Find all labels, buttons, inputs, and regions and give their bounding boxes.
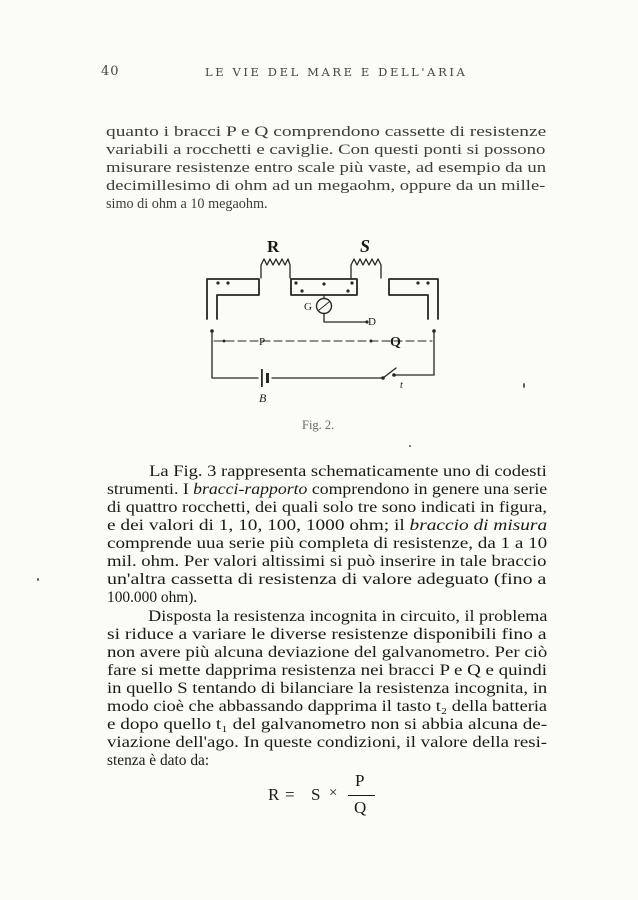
text-line: misurare resistenze entro scale più vaste, ad esempio da un bbox=[106, 160, 547, 176]
text-line: di quattro rocchetti, dei quali solo tre sono indicati in figura, bbox=[107, 499, 547, 516]
resistor-r-coil bbox=[261, 259, 290, 278]
label-q: Q bbox=[390, 335, 401, 350]
right-bracket bbox=[389, 279, 438, 319]
formula-numerator: P bbox=[355, 771, 365, 790]
paragraph-2 bbox=[107, 463, 547, 607]
text-line bbox=[107, 481, 547, 499]
battery-plate bbox=[266, 373, 269, 383]
middle-bar bbox=[291, 279, 357, 295]
text-line: non avere più alcuna deviazione del galvanometro. Per ciò bbox=[107, 644, 548, 661]
left-bracket bbox=[207, 279, 259, 319]
text-line: decimillesimo di ohm ad un megaohm, oppure da un mille- bbox=[106, 178, 546, 194]
italic-term: braccio di misura bbox=[409, 517, 548, 534]
formula-times: × bbox=[329, 785, 338, 801]
circuit-diagram-figure bbox=[200, 235, 445, 407]
text-line: in quello S tentando di bilanciare la resistenza incognita, in bbox=[107, 680, 548, 697]
text-line: La Fig. 3 rappresenta schematicamente uno di codesti bbox=[149, 463, 547, 480]
battery-plate bbox=[261, 369, 263, 387]
text-line: si riduce a variare le diverse resistenze disponibili fino a bbox=[107, 626, 547, 643]
text-run: e dei valori di 1, 10, 100, 1000 ohm; il bbox=[107, 517, 410, 534]
label-g: G bbox=[304, 301, 312, 313]
text-line: modo cioè che abbassando dapprima il tasto t₂ della batteria bbox=[107, 698, 548, 715]
resistor-s-coil bbox=[351, 259, 381, 278]
text-line: 100.000 ohm). bbox=[107, 589, 198, 606]
label-p: P bbox=[259, 336, 266, 348]
text-line: variabili a rocchetti e caviglie. Con questi ponti si possono bbox=[106, 142, 546, 158]
fraction-bar bbox=[348, 795, 375, 796]
paper-speck bbox=[409, 445, 411, 447]
label-s: S bbox=[360, 236, 371, 256]
text-line: quanto i bracci P e Q comprendono cassette di resistenze bbox=[106, 124, 547, 140]
text-line: simo di ohm a 10 megaohm. bbox=[106, 196, 268, 212]
text-line: un'altra cassetta di resistenza di valore adeguato (fino a bbox=[107, 571, 547, 588]
text-line: viazione dell'ago. In queste condizioni, il valore della resi- bbox=[107, 734, 548, 751]
formula-lhs: R bbox=[268, 785, 280, 804]
italic-term: bracci-rapporto bbox=[193, 481, 308, 498]
label-t: t bbox=[400, 380, 403, 391]
text-line: fare si mette dapprima resistenza nei bracci P e Q e quindi bbox=[107, 662, 547, 679]
figure-caption: Fig. 2. bbox=[302, 418, 335, 432]
page-number: 40 bbox=[101, 64, 120, 79]
text-line: e dopo quello t₁ del galvanometro non si abbia alcuna de- bbox=[107, 716, 548, 733]
text-line bbox=[107, 517, 547, 535]
label-b: B bbox=[259, 391, 267, 405]
text-line: Disposta la resistenza incognita in circuito, il problema bbox=[148, 608, 548, 625]
formula-denominator: Q bbox=[354, 798, 367, 817]
wheatstone-bridge-diagram bbox=[200, 235, 445, 407]
text-run: comprendono in genere una serie bbox=[307, 481, 548, 498]
paragraph-1 bbox=[106, 123, 546, 213]
label-r: R bbox=[267, 237, 280, 256]
paragraph-3 bbox=[107, 608, 547, 770]
text-line: comprende uua serie più completa di resistenze, da 1 a 10 bbox=[107, 535, 548, 552]
text-line: mil. ohm. Per valori altissimi si può inserire in tale braccio bbox=[107, 553, 547, 570]
text-run: strumenti. I bbox=[107, 481, 194, 498]
formula-equals: = bbox=[285, 785, 295, 804]
formula-factor: S bbox=[311, 785, 321, 804]
paper-speck bbox=[523, 383, 525, 388]
paper-speck bbox=[37, 578, 39, 581]
label-d: D bbox=[368, 316, 376, 328]
running-title: LE VIE DEL MARE E DELL'ARIA bbox=[205, 65, 468, 79]
connection-d bbox=[324, 314, 367, 323]
text-line: stenza è dato da: bbox=[107, 752, 210, 769]
